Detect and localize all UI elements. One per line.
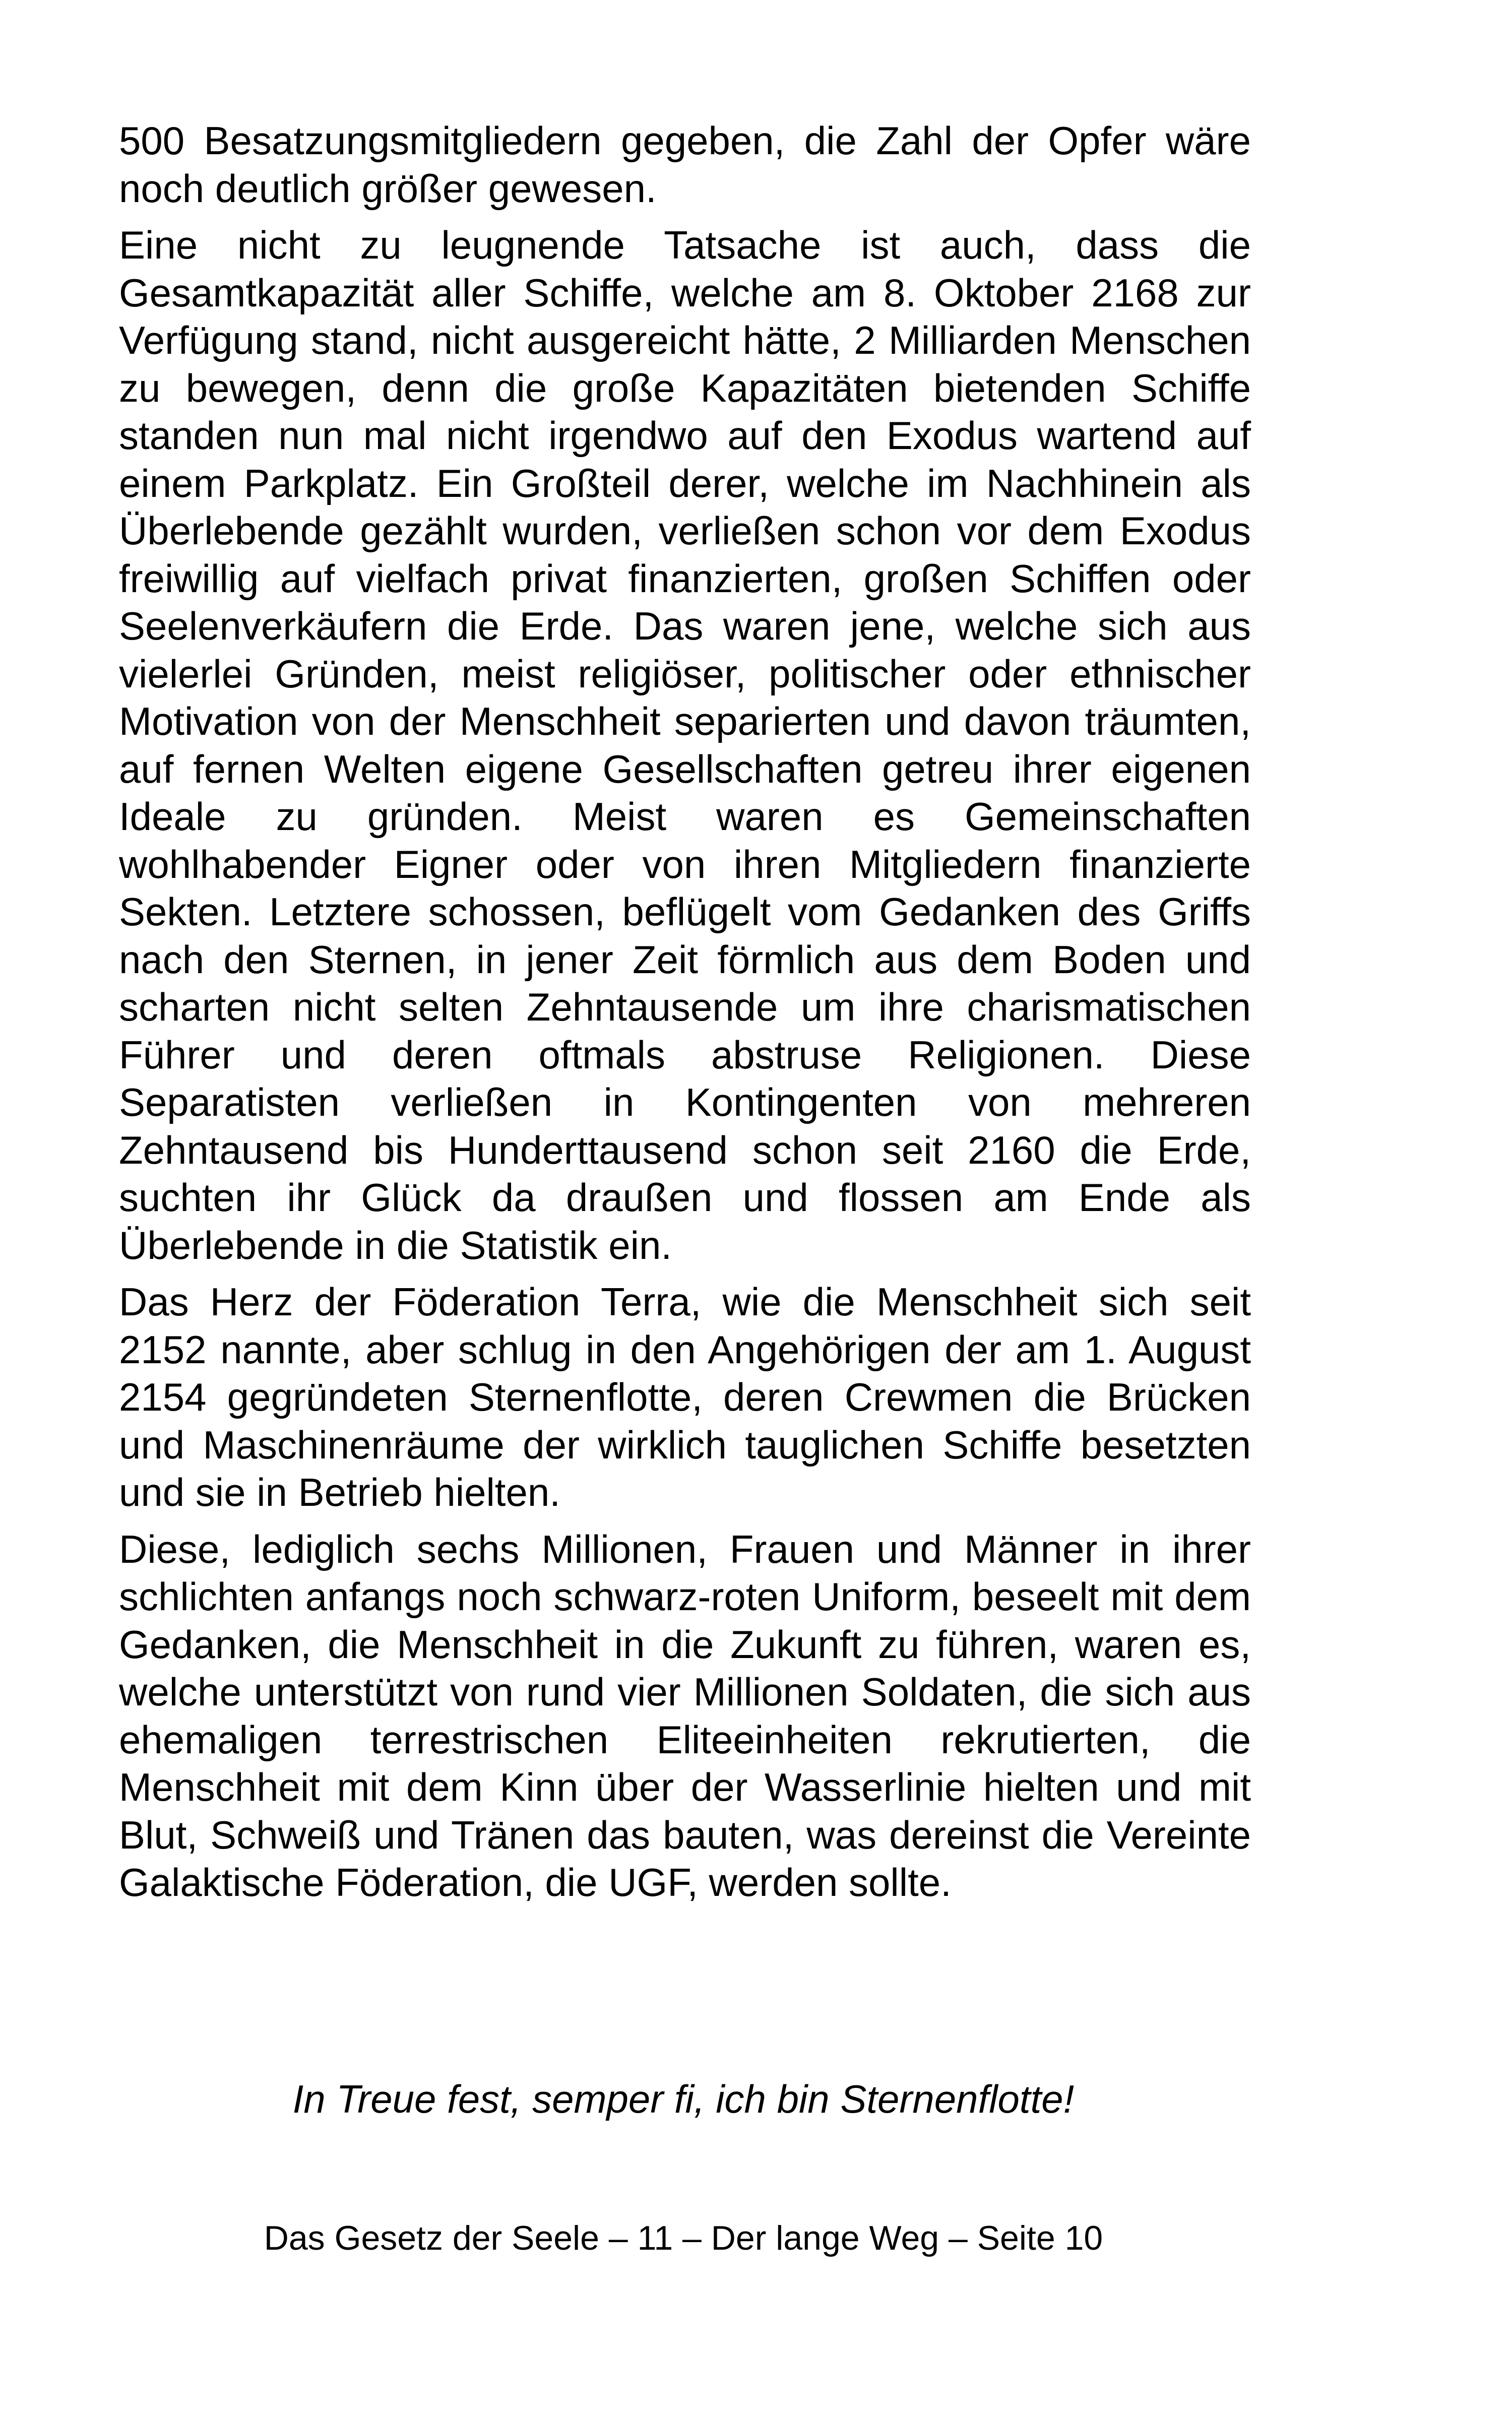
body-text — [119, 117, 1251, 1916]
motto: In Treue fest, semper fi, ich bin Sternenflotte! — [292, 2077, 1075, 2121]
paragraph-4: Diese, lediglich sechs Millionen, Frauen und Männer in ihrer schlichten anfangs noch schwarz-roten Uniform, beseelt mit dem Gedanken, die Menschheit in die Zukunft zu führen, waren es, welche unterstützt von rund vier Millionen Soldaten, die sich aus ehemaligen terrestrischen Eliteeinheiten rekrutierten, die Menschheit mit dem Kinn über der Wasserlinie hielten und mit Blut, Schweiß und Tränen das bauten, was dereinst die Vereinte Galaktische Föderation, die UGF, werden sollte. — [119, 1526, 1251, 1904]
paragraph-2: Eine nicht zu leugnende Tatsache ist auch, dass die Gesamtkapazität aller Schiffe, welche am 8. Oktober 2168 zur Verfügung stand, nicht ausgereicht hätte, 2 Milliarden Menschen zu bewegen, denn die große Kapazitäten bietenden Schiffe standen nun mal nicht irgendwo auf den Exodus wartend auf einem Parkplatz. Ein Großteil derer, welche im Nachhinein als Überlebende gezählt wurden, verließen schon vor dem Exodus freiwillig auf vielfach privat finanzierten, großen Schiffen oder Seelenverkäufern die Erde. Das waren jene, welche sich aus vielerlei Gründen, meist religiöser, politischer oder ethnischer Motivation von der Menschheit separierten und davon träumten, auf fernen Welten eigene Gesellschaften getreu ihrer eigenen Ideale zu gründen. Meist waren es Gemeinschaften wohlhabender Eigner oder von ihren Mitgliedern finanzierte Sekten. Letztere schossen, beflügelt vom Gedanken des Griffs nach den Sternen, in jener Zeit förmlich aus dem Boden und scharten nicht selten Zehntausende um ihre charismatischen Führer und deren oftmals abstruse Religionen. Diese Separatisten verließen in Kontingenten von mehreren Zehntausend bis Hunderttausend schon seit 2160 die Erde, suchten ihr Glück da draußen und flossen am Ende als Überlebende in die Statistik ein. — [119, 223, 1251, 1267]
paragraph-3: Das Herz der Föderation Terra, wie die Menschheit sich seit 2152 nannte, aber schlug in den Angehörigen der am 1. August 2154 gegründeten Sternenflotte, deren Crewmen die Brücken und Maschinenräume der wirklich tauglichen Schiffe besetzten und sie in Betrieb hielten. — [119, 1280, 1251, 1514]
page-footer: Das Gesetz der Seele – 11 – Der lange Weg – Seite 10 — [264, 2219, 1103, 2257]
paragraph-1: 500 Besatzungsmitgliedern gegeben, die Zahl der Opfer wäre noch deutlich größer gewesen. — [119, 118, 1251, 211]
